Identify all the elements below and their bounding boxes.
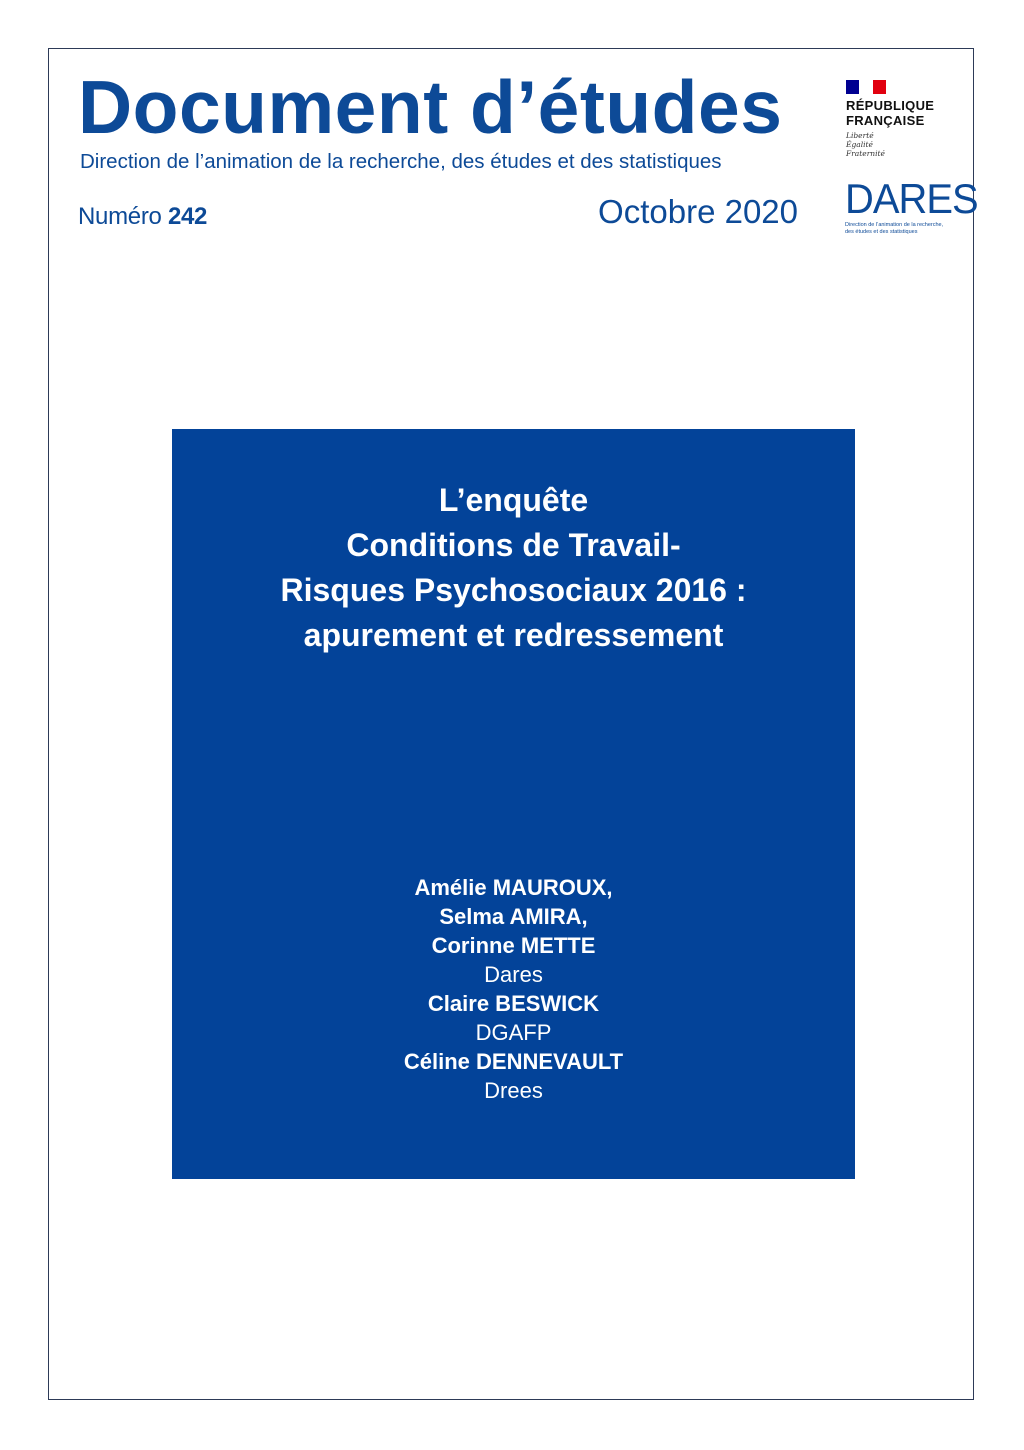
republique-name — [846, 98, 956, 128]
flag-stripe-red — [873, 80, 886, 94]
author-name: Selma AMIRA, — [439, 904, 588, 929]
issue-number-label: Numéro — [78, 203, 162, 230]
motto-liberte: Liberté — [846, 131, 874, 140]
publication-date: Octobre 2020 — [598, 193, 798, 230]
author-name: Céline DENNEVAULT — [403, 1049, 624, 1074]
author-affiliation: Dares — [484, 962, 543, 987]
republique-line1: RÉPUBLIQUE — [846, 98, 935, 113]
cover-title — [172, 478, 855, 658]
author-affiliation: Drees — [484, 1078, 543, 1103]
authors-list — [172, 873, 855, 1105]
cover-title-line: L’enquête — [438, 482, 589, 518]
dares-wordmark: DARES — [845, 175, 978, 222]
republique-line2: FRANÇAISE — [846, 113, 925, 128]
french-flag-icon — [846, 80, 886, 94]
issue-number — [78, 203, 207, 231]
issue-number-value: 242 — [167, 203, 208, 230]
motto-fraternite: Fraternité — [846, 149, 885, 158]
republique-francaise-logo — [846, 80, 956, 158]
dares-tagline — [845, 222, 955, 235]
cover-title-line: Conditions de Travail- — [346, 527, 681, 563]
document-subtitle: Direction de l’animation de la recherche, des études et des statistiques — [80, 150, 722, 173]
document-title: Document d’études — [78, 65, 783, 149]
author-name: Claire BESWICK — [427, 991, 600, 1016]
republique-motto — [846, 131, 956, 158]
cover-title-line: apurement et redressement — [303, 617, 724, 653]
dares-tagline-line2: des études et des statistiques — [845, 228, 918, 235]
motto-egalite: Égalité — [846, 140, 873, 149]
dares-logo — [845, 175, 978, 235]
flag-stripe-blue — [846, 80, 859, 94]
dares-tagline-line1: Direction de l’animation de la recherche, — [845, 222, 944, 228]
cover-title-line: Risques Psychosociaux 2016 : — [280, 572, 747, 608]
author-affiliation: DGAFP — [475, 1020, 552, 1045]
flag-stripe-white — [859, 80, 872, 94]
author-name: Corinne METTE — [431, 933, 596, 958]
author-name: Amélie MAUROUX, — [414, 875, 613, 900]
cover-panel — [172, 429, 855, 1179]
